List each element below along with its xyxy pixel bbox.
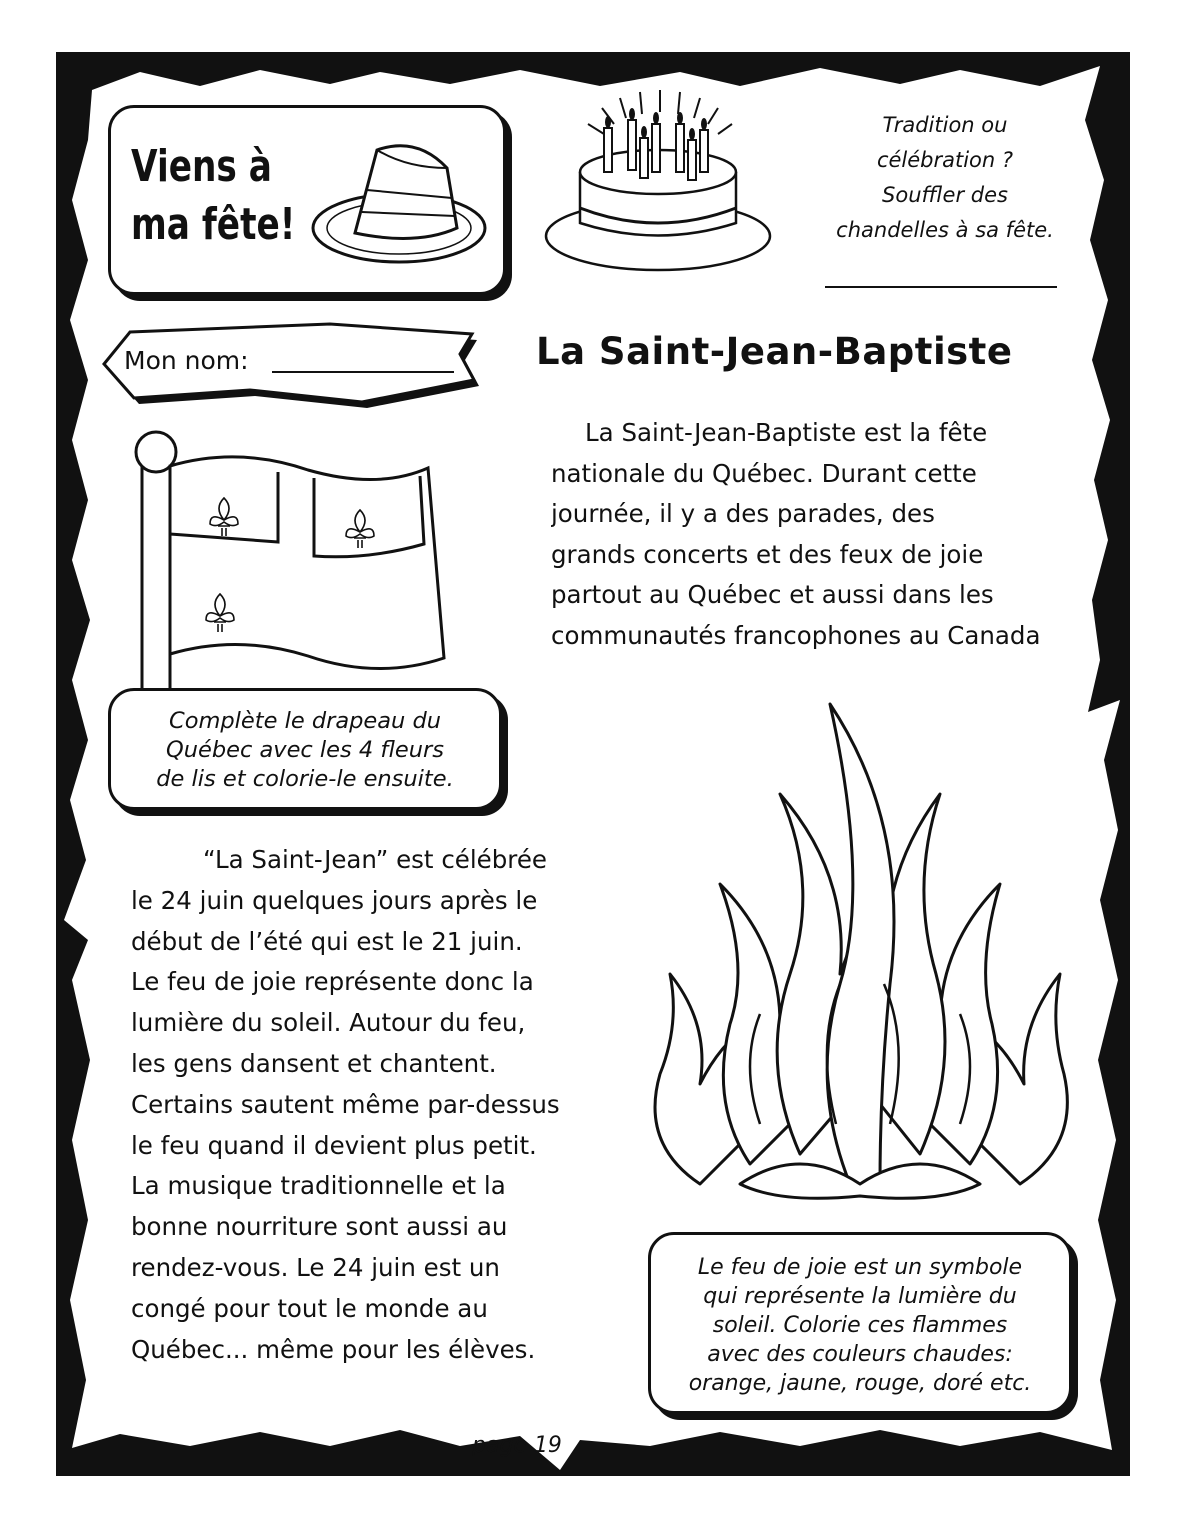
tradition-answer-line[interactable] bbox=[825, 286, 1057, 288]
caption-line: orange, jaune, rouge, doré etc. bbox=[688, 1371, 1032, 1396]
title-line-1: Viens à bbox=[131, 141, 272, 192]
caption-line: Le feu de joie est un symbole bbox=[697, 1255, 1023, 1280]
paragraph-line: partout au Québec et aussi dans les bbox=[551, 580, 994, 609]
flag-instruction-box bbox=[108, 688, 502, 810]
paragraph-line: “La Saint-Jean” est célébrée bbox=[203, 845, 547, 874]
caption-line: de lis et colorie-le ensuite. bbox=[156, 766, 454, 792]
caption-line: Québec avec les 4 fleurs bbox=[166, 737, 444, 763]
bonfire-flames-icon bbox=[640, 684, 1084, 1204]
paragraph-line: les gens dansent et chantent. bbox=[131, 1048, 497, 1078]
paragraph-line: journée, il y a des parades, des bbox=[551, 499, 935, 528]
paragraph-line: nationale du Québec. Durant cette bbox=[551, 458, 977, 488]
paragraph-line: le 24 juin quelques jours après le bbox=[131, 885, 538, 915]
page-heading: La Saint-Jean-Baptiste bbox=[536, 330, 1013, 373]
paragraph-line: le feu quand il devient plus petit. bbox=[131, 1130, 537, 1160]
paragraph-line: bonne nourriture sont aussi au bbox=[131, 1212, 508, 1242]
paragraph-line: Québec... même pour les élèves. bbox=[131, 1334, 536, 1364]
paragraph-line: La musique traditionnelle et la bbox=[131, 1171, 506, 1201]
saint-jean-paragraph bbox=[131, 840, 601, 1370]
paragraph-line: rendez-vous. Le 24 juin est un bbox=[131, 1252, 500, 1282]
page-number: page 19 bbox=[472, 1433, 562, 1458]
caption-line: avec des couleurs chaudes: bbox=[707, 1342, 1013, 1367]
caption-line: qui représente la lumière du bbox=[703, 1284, 1017, 1309]
cake-slice-icon bbox=[307, 128, 493, 278]
caption-line: soleil. Colorie ces flammes bbox=[712, 1313, 1008, 1338]
paragraph-line: communautés francophones au Canada bbox=[551, 620, 1041, 650]
paragraph-line: début de l’été qui est le 21 juin. bbox=[131, 926, 523, 956]
intro-paragraph bbox=[551, 413, 1051, 656]
paragraph-line: lumière du soleil. Autour du feu, bbox=[131, 1008, 526, 1038]
caption-line: Complète le drapeau du bbox=[168, 708, 442, 734]
tradition-line: chandelles à sa fête. bbox=[836, 218, 1054, 242]
fire-instruction-box bbox=[648, 1232, 1072, 1414]
paragraph-line: Certains sautent même par-dessus bbox=[131, 1089, 560, 1119]
tradition-note bbox=[810, 108, 1080, 248]
quebec-flag-icon bbox=[118, 428, 464, 696]
paragraph-line: Le feu de joie représente donc la bbox=[131, 967, 534, 997]
name-input-line[interactable] bbox=[272, 371, 454, 373]
birthday-cake-icon bbox=[540, 88, 776, 278]
party-title bbox=[131, 138, 295, 254]
tradition-line: Souffler des bbox=[882, 183, 1008, 207]
paragraph-line: congé pour tout le monde au bbox=[131, 1293, 488, 1323]
tradition-line: Tradition ou bbox=[882, 113, 1008, 137]
title-line-2: ma fête! bbox=[131, 199, 296, 250]
paragraph-line: grands concerts et des feux de joie bbox=[551, 539, 984, 569]
title-box bbox=[108, 105, 506, 295]
tradition-line: célébration ? bbox=[876, 148, 1014, 172]
name-label: Mon nom: bbox=[124, 346, 249, 375]
paragraph-line: La Saint-Jean-Baptiste est la fête bbox=[585, 418, 988, 447]
